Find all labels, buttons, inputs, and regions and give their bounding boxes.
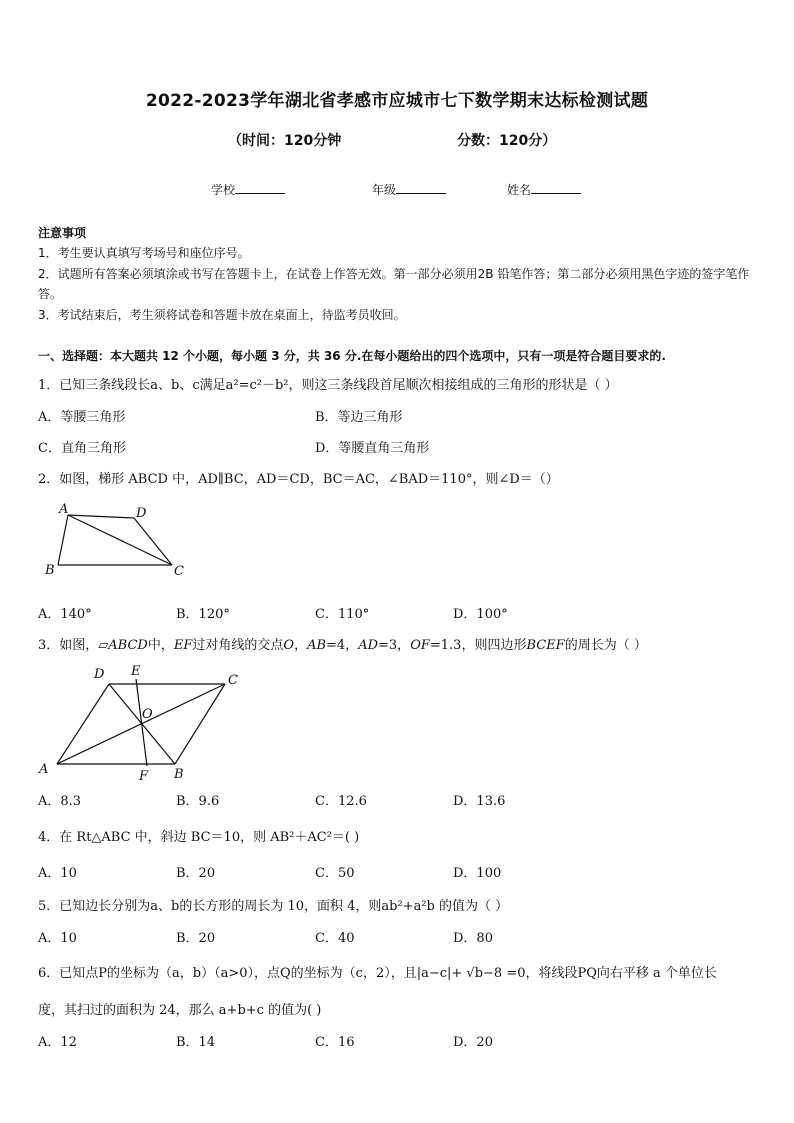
question-4-option-c: C．50 [315,866,355,881]
question-1-option-c: C．直角三角形 [38,441,126,456]
question-3-option-c: C．12.6 [315,794,367,809]
school-field [211,181,285,198]
exam-title: 2022-2023学年湖北省孝感市应城市七下数学期末达标检测试题 [145,91,649,111]
school-blank [235,181,285,194]
label-d: D [136,506,147,521]
question-4-option-b: B．20 [176,866,216,881]
question-3-option-b: B．9.6 [176,794,220,809]
question-6-option-d: D．20 [453,1035,493,1050]
grade-field [372,181,446,198]
name-blank [531,181,581,194]
name-label: 姓名 [507,183,532,197]
section-heading: 一、选择题：本大题共 12 个小题，每小题 3 分，共 36 分.在每小题给出的四个选项中，只有一项是符合题目要求的. [38,349,666,363]
edge-dc [134,518,172,565]
name-field [507,181,581,198]
exam-score: 分数：120分） [457,133,557,149]
question-5-option-d: D．80 [453,931,493,946]
question-3-option-d: D．13.6 [453,794,506,809]
question-5-option-a: A．10 [38,931,77,946]
edge-ad [68,515,134,518]
school-label: 学校 [211,183,236,197]
label-o: O [142,707,153,722]
question-1-option-b: B．等边三角形 [315,410,403,425]
question-6-stem-line-1: 6．已知点P的坐标为（a，b）（a>0），点Q的坐标为（c，2），且|a−c|+ √b−8 =0，将线段PQ向右平移 a 个单位长 [38,966,717,981]
label-e: E [131,664,141,679]
question-6-stem-line-2: 度，其扫过的面积为 24，那么 a+b+c 的值为( ) [38,1003,322,1018]
question-4-option-d: D．100 [453,866,502,881]
question-2-option-d: D．100° [453,607,508,622]
diagonal-ac [68,515,172,565]
notice-item-1: 1．考生要认真填写考场号和座位序号。 [38,246,250,260]
notice-item-3: 3．考试结束后，考生须将试卷和答题卡放在桌面上，待监考员收回。 [38,308,406,322]
question-1-stem: 1．已知三条线段长a、b、c满足a²=c²－b²，则这三条线段首尾顺次相接组成的三角形的形状是（ ） [38,378,618,393]
question-1-option-d: D．等腰直角三角形 [315,441,430,456]
question-4-option-a: A．10 [38,866,77,881]
question-5-option-c: C．40 [315,931,355,946]
question-6-option-c: C．16 [315,1035,355,1050]
label-a: A [59,502,69,517]
label-a: A [39,762,49,777]
edge-ab [58,515,68,565]
notice-heading: 注意事项 [38,226,87,240]
label-b: B [45,563,55,578]
label-c: C [174,564,184,579]
notice-item-2: 2．试题所有答案必须填涂或书写在答题卡上，在试卷上作答无效。第一部分必须用2B 铅笔作答；第二部分必须用黑色字迹的签字笔作答。 [38,267,750,301]
question-3-option-a: A．8.3 [38,794,82,809]
question-5-stem: 5．已知边长分别为a、b的长方形的周长为 10，面积 4，则ab²+a²b 的值为（ ） [38,899,509,914]
label-f: F [139,769,149,784]
question-2-option-b: B．120° [176,607,230,622]
question-1-option-a: A．等腰三角形 [38,410,126,425]
grade-blank [396,181,446,194]
question-2-stem: 2．如图，梯形 ABCD 中，AD∥BC，AD＝CD，BC＝AC，∠BAD＝110°，则∠D＝（） [38,472,559,487]
question-4-stem: 4．在 Rt△ABC 中，斜边 BC＝10，则 AB²＋AC²＝( ) [38,830,360,845]
question-3-stem: 3．如图，▱ABCD中，EF过对角线的交点O，AB=4，AD=3，OF=1.3，则四边形BCEF的周长为（ ） [38,638,647,653]
question-5-option-b: B．20 [176,931,216,946]
label-c: C [228,673,238,688]
parallelogram-figure [35,660,250,785]
label-d: D [94,667,105,682]
exam-time: （时间：120分钟 [228,133,342,149]
grade-label: 年级 [372,183,397,197]
label-b: B [174,767,184,782]
question-2-option-a: A．140° [38,607,92,622]
question-6-option-b: B．14 [176,1035,216,1050]
question-6-option-a: A．12 [38,1035,77,1050]
trapezoid-figure [40,498,200,583]
question-2-option-c: C．110° [315,607,370,622]
